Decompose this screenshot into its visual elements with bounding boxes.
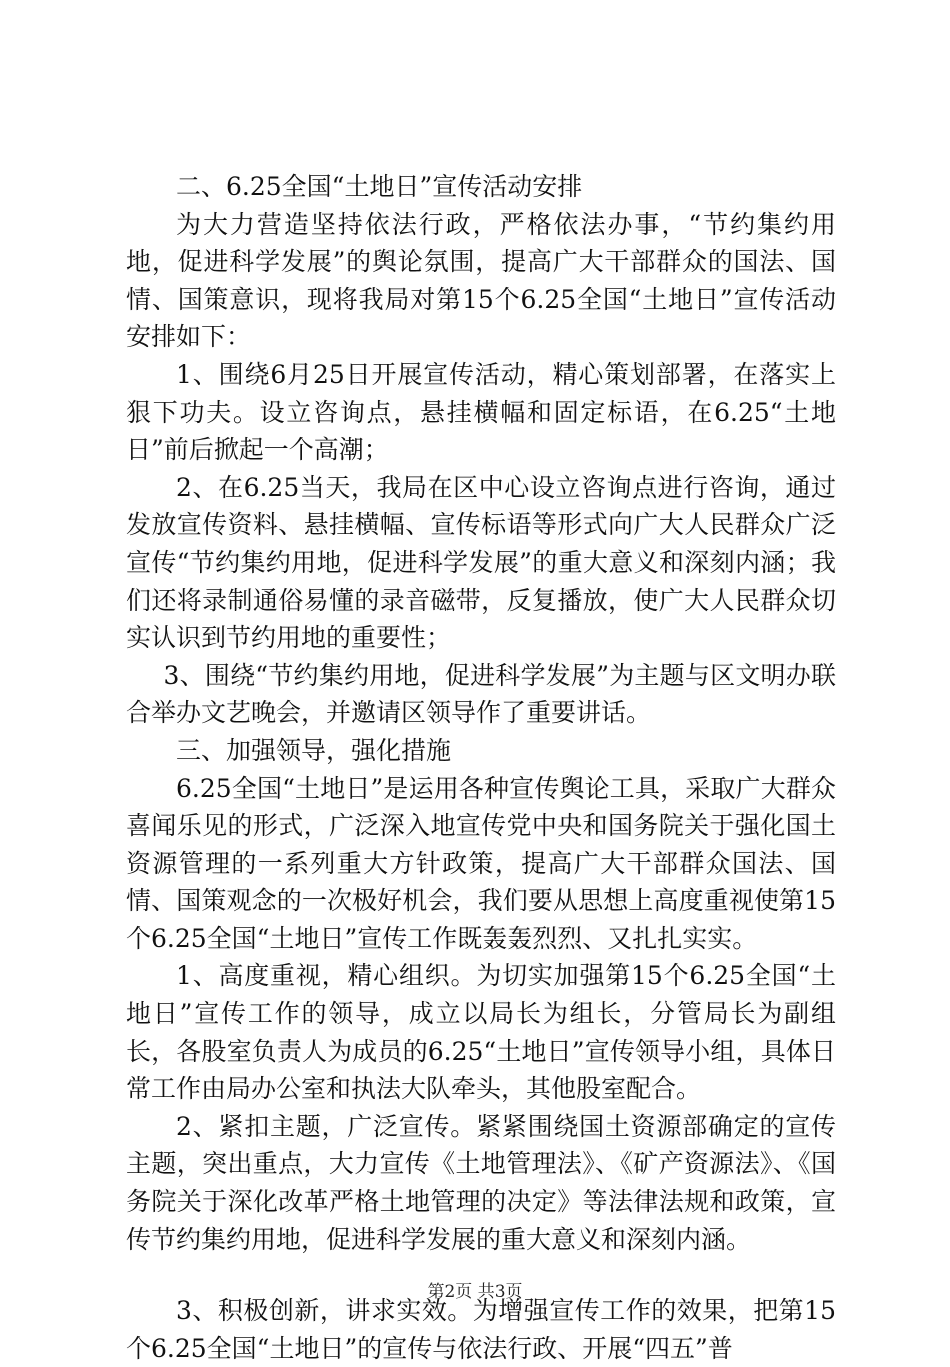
paragraph-item-2: 2、在6.25当天，我局在区中心设立咨询点进行咨询，通过发放宣传资料、悬挂横幅、宣传标语等形式向广大人民群众广泛宣传“节约集约用地，促进科学发展”的重大意义和深刻内涵；我们还将录制通俗易懂的录音磁带，反复播放，使广大人民群众切实认识到节约用地的重要性； xyxy=(126,472,836,653)
paragraph-intro: 为大力营造坚持依法行政，严格依法办事，“节约集约用地，促进科学发展”的舆论氛围，提高广大干部群众的国法、国情、国策意识，现将我局对第15个6.25全国“土地日”宣传活动安排如下： xyxy=(126,209,836,352)
paragraph-measure-2: 2、紧扣主题，广泛宣传。紧紧围绕国土资源部确定的宣传主题，突出重点，大力宣传《土地管理法》、《矿产资源法》、《国务院关于深化改革严格土地管理的决定》等法律法规和政策，宣传节约集约用地，促进科学发展的重大意义和深刻内涵。 xyxy=(126,1111,836,1254)
paragraph-measure-3: 3、积极创新，讲求实效。为增强宣传工作的效果，把第15个6.25全国“土地日”的宣传与依法行政、开展“四五”普 xyxy=(126,1296,836,1363)
paragraph-section3-intro: 6.25全国“土地日”是运用各种宣传舆论工具，采取广大群众喜闻乐见的形式，广泛深入地宣传党中央和国务院关于强化国土资源管理的一系列重大方针政策，提高广大干部群众国法、国情、国策观念的一次极好机会，我们要从思想上高度重视使第15个6.25全国“土地日”宣传工作既轰轰烈烈、又扎扎实实。 xyxy=(126,773,836,953)
section-heading-2: 二、6.25全国“土地日”宣传活动安排 xyxy=(176,172,583,201)
document-body xyxy=(126,168,836,1367)
paragraph-measure-1: 1、高度重视，精心组织。为切实加强第15个6.25全国“土地日”宣传工作的领导，成立以局长为组长，分管局长为副组长，各股室负责人为成员的6.25“土地日”宣传领导小组，具体日常工作由局办公室和执法大队牵头，其他股室配合。 xyxy=(126,961,836,1104)
paragraph-item-1: 1、围绕6月25日开展宣传活动，精心策划部署，在落实上狠下功夫。设立咨询点，悬挂横幅和固定标语，在6.25“土地日”前后掀起一个高潮； xyxy=(126,359,836,465)
page-footer: 第2页 共3页 xyxy=(427,1282,523,1302)
section-heading-3: 三、加强领导，强化措施 xyxy=(176,735,452,765)
paragraph-item-3: 3、围绕“节约集约用地，促进科学发展”为主题与区文明办联合举办文艺晚会，并邀请区领导作了重要讲话。 xyxy=(126,660,836,728)
